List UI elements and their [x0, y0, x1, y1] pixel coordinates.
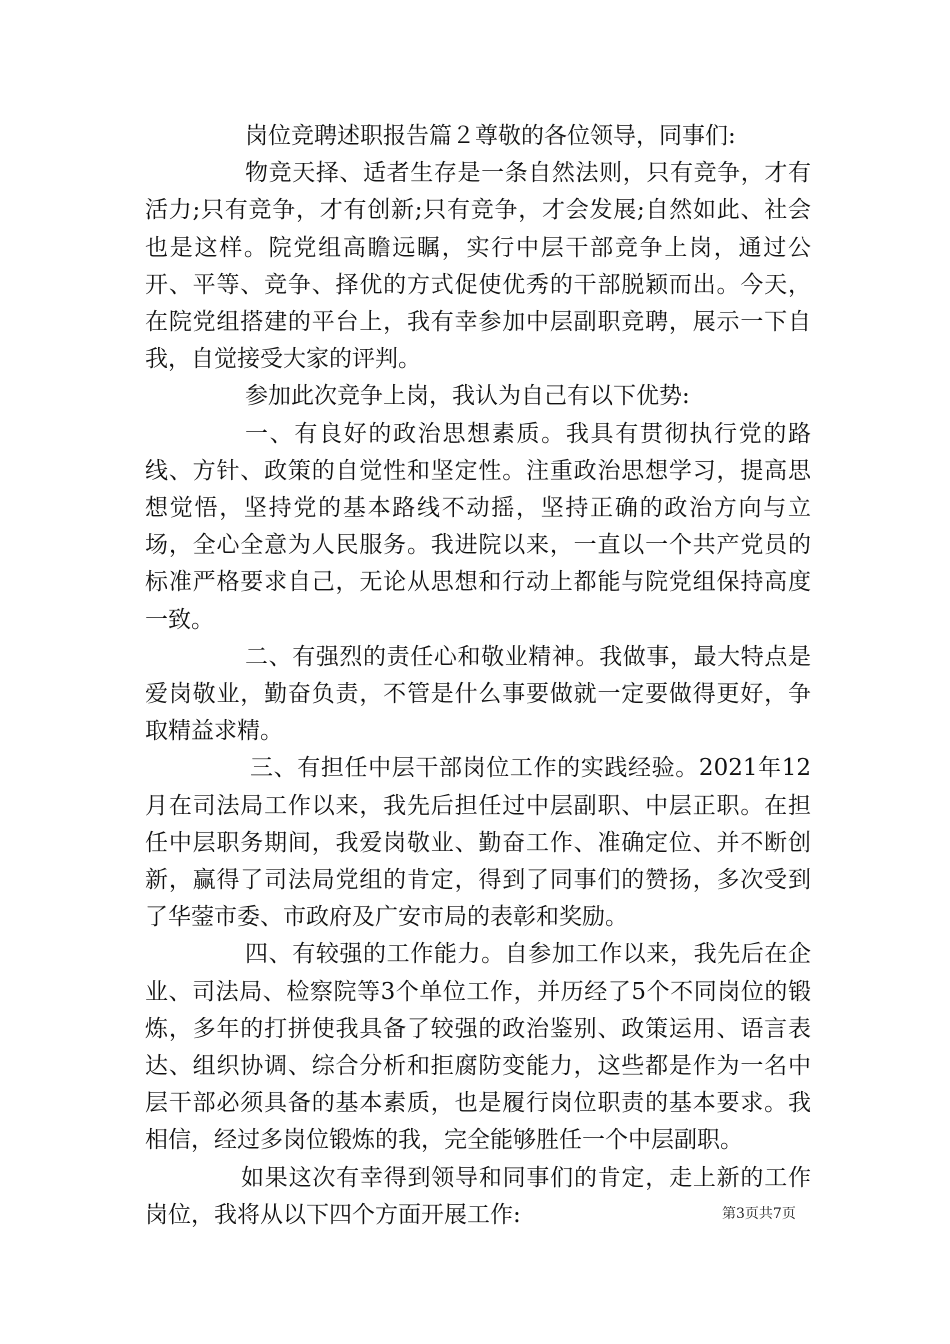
paragraph-intro: 物竞天择、适者生存是一条自然法则，只有竞争，才有活力;只有竞争，才有创新;只有竞争，才会发展;自然如此、社会也是这样。院党组高瞻远瞩，实行中层干部竞争上岗，通过公开、平等、竞争、择优的方式促使优秀的干部脱颖而出。今天，在院党组搭建的平台上，我有幸参加中层副职竞聘，展示一下自我，自觉接受大家的评判。	[145, 160, 811, 373]
document-body	[145, 118, 811, 1234]
paragraph-plan-intro: 如果这次有幸得到领导和同事们的肯定，走上新的工作岗位，我将从以下四个方面开展工作:	[145, 1164, 811, 1228]
paragraph-advantages-intro: 参加此次竞争上岗，我认为自己有以下优势:	[245, 383, 690, 410]
page-number: 第3页共7页	[722, 1206, 796, 1222]
heading-line: 岗位竞聘述职报告篇２尊敬的各位领导，同事们:	[245, 123, 736, 149]
paragraph-advantage-1: 一、有良好的政治思想素质。我具有贯彻执行党的路线、方针、政策的自觉性和坚定性。注重政治思想学习，提高思想觉悟，坚持党的基本路线不动摇，坚持正确的政治方向与立场，全心全意为人民服务。我进院以来，一直以一个共产党员的标准严格要求自己，无论从思想和行动上都能与院党组保持高度一致。	[145, 420, 811, 633]
paragraph-advantage-3: 三、有担任中层干部岗位工作的实践经验。2021年12月在司法局工作以来，我先后担任过中层副职、中层正职。在担任中层职务期间，我爱岗敬业、勤奋工作、准确定位、并不断创新，赢得了司法局党组的肯定，得到了同事们的赞扬，多次受到了华蓥市委、市政府及广安市局的表彰和奖励。	[145, 755, 811, 931]
paragraph-advantage-4: 四、有较强的工作能力。自参加工作以来，我先后在企业、司法局、检察院等3个单位工作，并历经了5个不同岗位的锻炼，多年的打拼使我具备了较强的政治鉴别、政策运用、语言表达、组织协调、综合分析和拒腐防变能力，这些都是作为一名中层干部必须具备的基本素质，也是履行岗位职责的基本要求。我相信，经过多岗位锻炼的我，完全能够胜任一个中层副职。	[145, 941, 811, 1154]
paragraph-advantage-2: 二、有强烈的责任心和敬业精神。我做事，最大特点是爱岗敬业，勤奋负责，不管是什么事要做就一定要做得更好，争取精益求精。	[145, 643, 811, 745]
